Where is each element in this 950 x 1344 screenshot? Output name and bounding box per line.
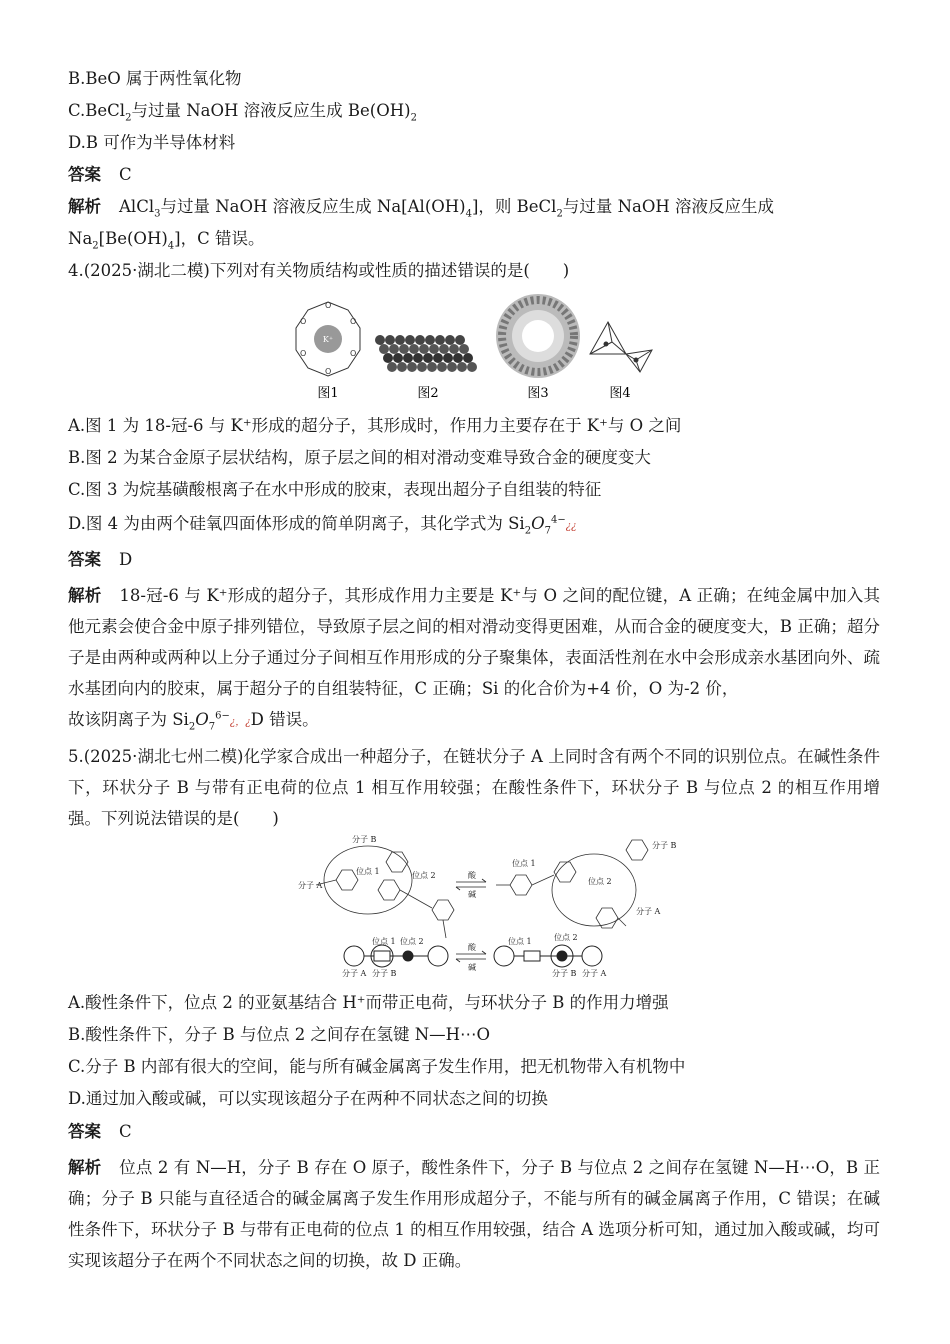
fig-label-4: 图4: [609, 386, 631, 401]
explanation-label: 解析: [68, 586, 102, 605]
schematic-right: [494, 945, 602, 967]
label-mol-b-left: 分子 B: [352, 835, 377, 844]
label-base-top: 碱: [468, 890, 476, 899]
q5-option-d: D.通过加入酸或碱，可以实现该超分子在两种不同状态之间的切换: [68, 1089, 548, 1108]
q5-explanation: 解析 位点 2 有 N—H，分子 B 存在 O 原子，酸性条件下，分子 B 与位点 2 之间存在氢键 N—H⋯O，B 正确；分子 B 只能与直径适合的碱金属离子发生作用形成超分子，不能与所有的碱金属离子作用，C 错误；在碱性条件下，环状分子 B 与带有正电荷的位点 1 的相互作用较强，结合 A 选项分析可知，通过加入酸或碱，均可实现该超分子在两个不同状态之间的切换，故 D 正确。: [68, 1158, 881, 1270]
label-site2-right: 位点 2: [588, 877, 612, 886]
label-site1-right: 位点 1: [512, 859, 536, 868]
q5-option-a: A.酸性条件下，位点 2 的亚氨基结合 H⁺而带正电荷，与环状分子 B 的作用力增强: [68, 993, 669, 1012]
q5-stem: 5.(2025·湖北七州二模)化学家合成出一种超分子，在链状分子 A 上同时含有两个不同的识别位点。在碱性条件下，环状分子 B 与带有正电荷的位点 1 相互作用较强；在酸性条件下，环状分子 B 与位点 2 的相互作用增强。下列说法错误的是( ): [68, 747, 880, 828]
equilibrium-arrows-top: [456, 879, 486, 890]
q4-explanation-end: 故该阴离子为 $Si_2O_7^{6-}¿$，¿D 错误。: [68, 710, 319, 733]
q4-figure: [290, 292, 670, 408]
q3-option-d: D.B 可作为半导体材料: [68, 133, 236, 152]
label-base-bottom: 碱: [468, 963, 476, 972]
answer-label: 答案: [68, 550, 101, 569]
q5-option-b: B.酸性条件下，分子 B 与位点 2 之间存在氢键 N—H⋯O: [68, 1025, 491, 1044]
svg-text:O: O: [325, 367, 332, 376]
q3-option-b: B.BeO 属于两性氧化物: [68, 69, 242, 88]
label-mol-b-bottom-left: 分子 B: [372, 969, 397, 978]
label-site2-bottom-left: 位点 2: [400, 937, 424, 946]
fig-label-1: 图1: [317, 386, 339, 401]
schematic-left: [344, 945, 448, 967]
label-acid-top: 酸: [468, 871, 476, 880]
svg-text:O: O: [300, 317, 307, 326]
label-site2-bottom-right: 位点 2: [554, 933, 578, 942]
label-mol-a-left: 分子 A: [298, 881, 323, 890]
equilibrium-arrows-bottom: [456, 951, 486, 962]
q4-explanation: 解析 18-冠-6 与 K⁺形成的超分子，其形成作用力主要是 K⁺与 O 之间的配位键，A 正确；在纯金属中加入其他元素会使合金中原子排列错位，导致原子层之间的相对滑动变得更困难，从而合金的硬度变大，B 正确；超分子是由两种或两种以上分子通过分子间相互作用形成的分子聚集体，表面活性剂在水中会形成亲水基团向外、疏水基团向内的胶束，属于超分子的自组装特征，C 正确；Si 的化合价为+4 价，O 为-2 价，: [68, 586, 881, 698]
silicate-tetrahedra-diagram: [590, 322, 652, 372]
explanation-label: 解析: [68, 197, 101, 216]
q4-option-b: B.图 2 为某合金原子层状结构，原子层之间的相对滑动变难导致合金的硬度变大: [68, 448, 651, 467]
fig-labels: [317, 386, 630, 401]
label-mol-b-right: 分子 B: [652, 841, 677, 850]
label-mol-b-bottom-right: 分子 B: [552, 969, 577, 978]
q5-answer: 答案 C: [68, 1122, 132, 1141]
q3-answer: 答案 C: [68, 165, 132, 184]
fig1-ion: K⁺: [322, 335, 334, 344]
svg-text:O: O: [325, 301, 332, 310]
label-mol-a-bottom-right: 分子 A: [582, 969, 607, 978]
label-acid-bottom: 酸: [468, 943, 476, 952]
q3-explanation: 解析 AlCl$_3$与过量 NaOH 溶液反应生成 $Na[Al(OH)_4]$，则 BeCl$_2$与过量 NaOH 溶液反应生成: [68, 197, 775, 220]
svg-text:O: O: [300, 349, 307, 358]
alloy-layers-diagram: [375, 335, 477, 372]
fig-label-2: 图2: [417, 386, 439, 401]
rotaxane-left: [316, 846, 454, 938]
label-site2-left: 位点 2: [412, 871, 436, 880]
crown-ether-diagram: [296, 301, 360, 376]
svg-text:O: O: [350, 349, 357, 358]
label-site1-left: 位点 1: [356, 867, 380, 876]
rotaxane-right: [496, 840, 648, 928]
q4-stem: 4.(2025·湖北二模)下列对有关物质结构或性质的描述错误的是( ): [68, 261, 570, 280]
label-mol-a-bottom-left: 分子 A: [342, 969, 367, 978]
fig-label-3: 图3: [527, 386, 549, 401]
q3-explanation-line2: $Na_2[Be(OH)_4]$，C 错误。: [68, 229, 265, 252]
label-site1-bottom-right: 位点 1: [508, 937, 532, 946]
q4-option-a: A.图 1 为 18-冠-6 与 K⁺形成的超分子，其形成时，作用力主要存在于 K⁺与 O 之间: [68, 416, 682, 435]
q4-option-d: D.图 4 为由两个硅氧四面体形成的简单阴离子，其化学式为 $Si_2O_7^{4-}¿¿$: [68, 514, 577, 537]
q4-option-c: C.图 3 为烷基磺酸根离子在水中形成的胶束，表现出超分子自组装的特征: [68, 480, 602, 499]
q4-answer: 答案 D: [68, 550, 133, 569]
svg-text:O: O: [350, 317, 357, 326]
label-site1-bottom-left: 位点 1: [372, 937, 396, 946]
label-mol-a-right: 分子 A: [636, 907, 661, 916]
q5-figure: [296, 830, 686, 980]
micelle-diagram: [496, 294, 580, 378]
answer-label: 答案: [68, 165, 101, 184]
q5-option-c: C.分子 B 内部有很大的空间，能与所有碱金属离子发生作用，把无机物带入有机物中: [68, 1057, 686, 1076]
q3-option-c: C.BeCl$_2$与过量 NaOH 溶液反应生成 $Be(OH)_2$: [68, 101, 417, 124]
explanation-label: 解析: [68, 1158, 102, 1177]
answer-label: 答案: [68, 1122, 101, 1141]
